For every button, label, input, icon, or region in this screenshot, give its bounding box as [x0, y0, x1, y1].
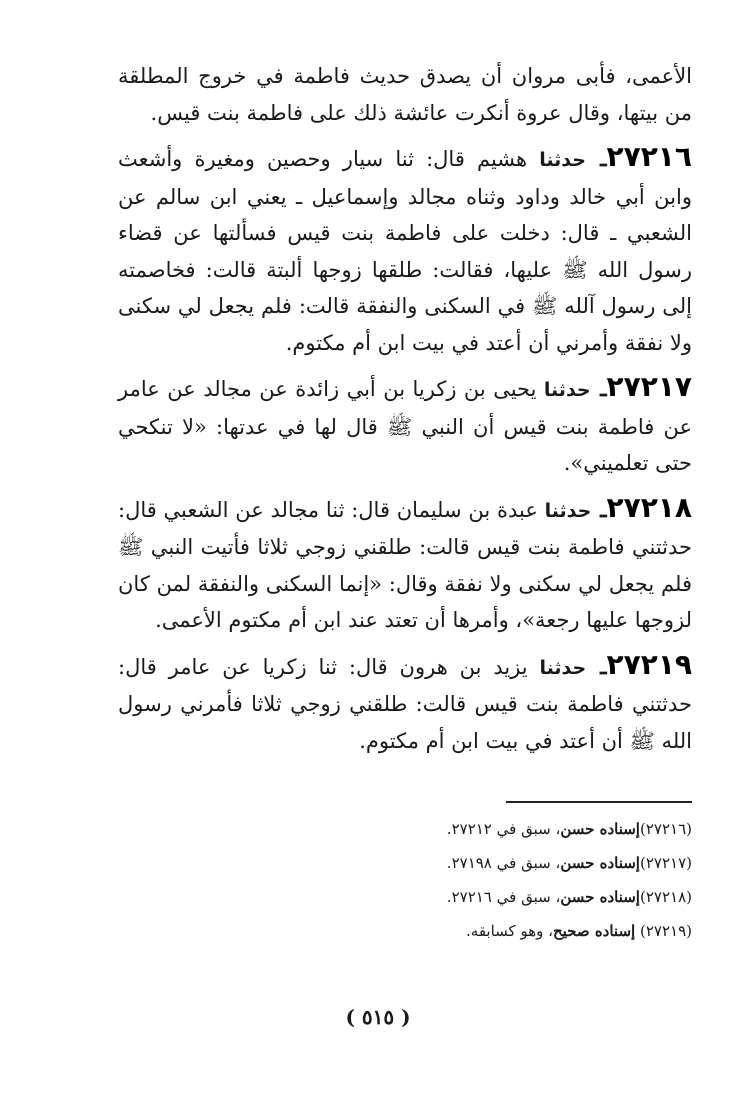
intro-paragraph: الأعمى، فأبى مروان أن يصدق حديث فاطمة في خروج المطلقة من بيتها، وقال عروة أنكرت عائشة ذلك على فاطمة بنت قيس. — [118, 64, 692, 125]
footnote-text: ، سبق في ٢٧٢١٦. — [446, 888, 561, 906]
haddathana-keyword: حدثنا — [539, 656, 587, 679]
main-text — [118, 58, 692, 767]
footnote-grade: إسناده صحيح — [552, 922, 636, 940]
page-number: ( ٥١٥ ) — [345, 1005, 411, 1029]
hadith-dash: ـ — [600, 653, 607, 680]
footnote-ref: (٢٧٢١٩) — [639, 922, 692, 940]
hadith-27217 — [118, 369, 692, 482]
footnote-27218 — [372, 880, 692, 914]
haddathana-keyword: حدثنا — [544, 499, 592, 522]
footnote-grade: إسناده حسن — [560, 820, 640, 838]
footnote-divider — [506, 801, 692, 803]
hadith-number: ٢٧٢١٧ — [606, 370, 692, 403]
footnotes — [372, 812, 692, 948]
footnote-text: ، وهو كسابقه. — [466, 922, 553, 940]
hadith-dash: ـ — [600, 146, 607, 172]
footnote-text: ، سبق في ٢٧١٩٨. — [446, 854, 561, 872]
footnote-27216 — [372, 812, 692, 846]
footnote-ref: (٢٧٢١٦) — [639, 820, 692, 838]
hadith-text: عبدة بن سليمان قال: ثنا مجالد عن الشعبي قال: حدثتني فاطمة بنت قيس قالت: طلقني زوجي ثلاثا فأتيت النبي ﷺ فلم يجعل لي سكنى ولا نفقة وقال: «إنما السكنى والنفقة لمن كان لزوجها عليها رجعة»، وأمرها أن تعتد عند ابن أم مكتوم الأعمى. — [118, 497, 692, 632]
hadith-number: ٢٧٢١٩ — [606, 647, 692, 681]
haddathana-keyword: حدثنا — [543, 379, 591, 401]
hadith-text: هشيم قال: ثنا سيار وحصين ومغيرة وأشعث وابن أبي خالد وداود وثناه مجالد وإسماعيل ـ يعني ابن سالم عن الشعبي ـ قال: دخلت على فاطمة بنت قيس فسألتها عن قضاء رسول الله ﷺ عليها، فقالت: طلقها زوجها ألبتة قالت: فخاصمته إلى رسول آلله ﷺ في السكنى والنفقة قالت: فلم يجعل لي سكنى ولا نفقة وأمرني أن أعتد في بيت ابن أم مكتوم. — [118, 147, 692, 355]
hadith-text: يزيد بن هرون قال: ثنا زكريا عن عامر قال: حدثتني فاطمة بنت قيس قالت: طلقني زوجي ثلاثا فأمرني رسول الله ﷺ أن أعتد في بيت ابن أم مكتوم. — [118, 654, 692, 753]
footnote-grade: إسناده حسن — [560, 854, 640, 872]
footnote-ref: (٢٧٢١٧) — [639, 854, 692, 872]
hadith-dash: ـ — [600, 496, 607, 523]
hadith-number: ٢٧٢١٦ — [606, 140, 692, 173]
hadith-27219 — [118, 647, 692, 760]
footnote-27219 — [372, 914, 692, 948]
footnote-ref: (٢٧٢١٨) — [639, 888, 692, 906]
footnote-text: ، سبق في ٢٧٢١٢. — [446, 820, 561, 838]
haddathana-keyword: حدثنا — [539, 149, 586, 171]
footnote-27217 — [372, 846, 692, 880]
hadith-number: ٢٧٢١٨ — [606, 490, 692, 524]
hadith-text: يحيى بن زكريا بن أبي زائدة عن مجالد عن عامر عن فاطمة بنت قيس أن النبي ﷺ قال لها في عدتها: «لا تنكحي حتى تعلميني». — [118, 377, 692, 475]
footnote-grade: إسناده حسن — [560, 888, 640, 906]
hadith-dash: ـ — [600, 376, 607, 402]
hadith-27216 — [118, 139, 692, 361]
hadith-27218 — [118, 490, 692, 639]
